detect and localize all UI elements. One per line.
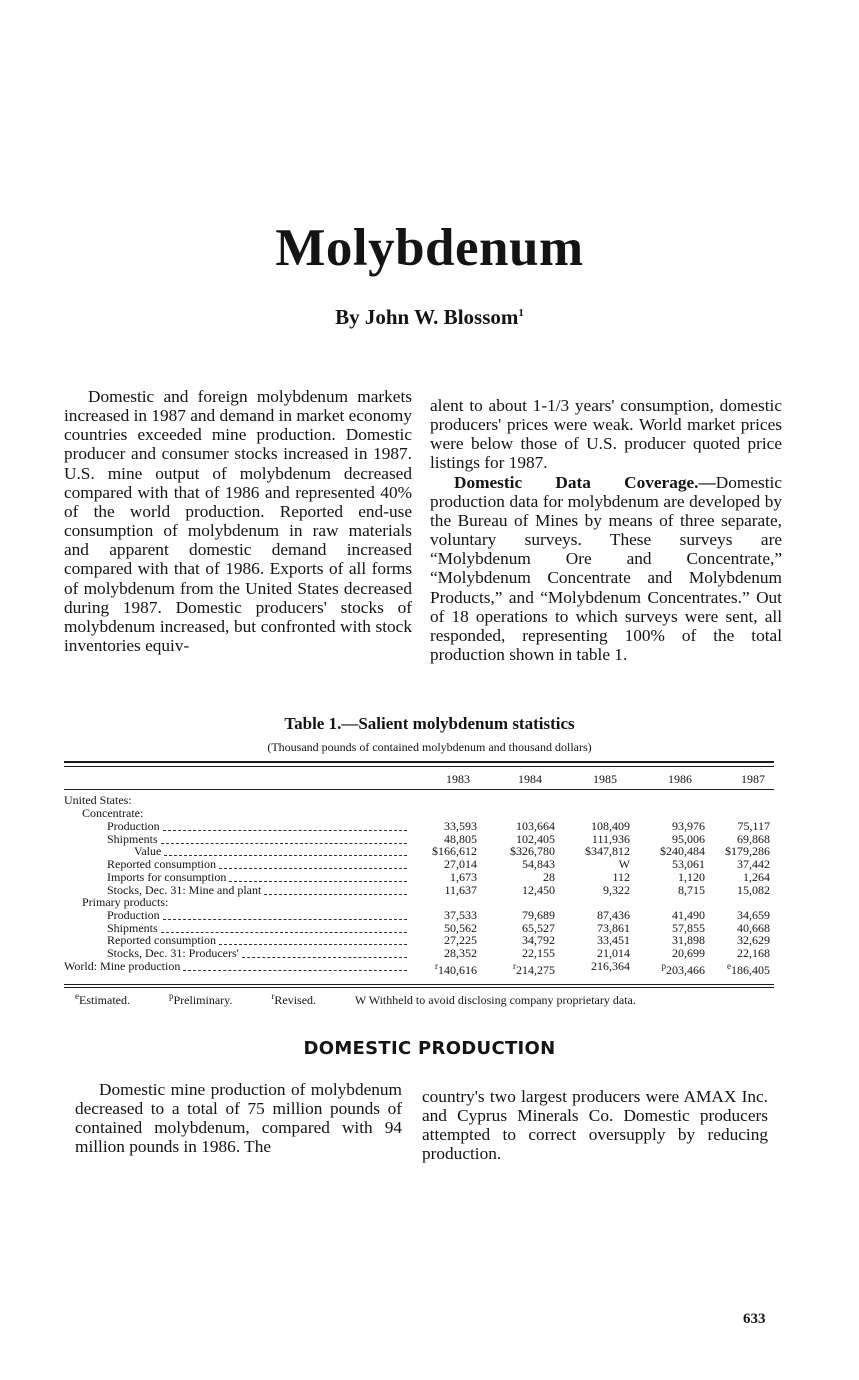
author-byline bbox=[0, 305, 859, 330]
article-title: Molybdenum bbox=[275, 219, 584, 277]
row-label: Stocks, Dec. 31: Mine and plant bbox=[107, 883, 262, 897]
table-cell: 53,061 bbox=[672, 857, 705, 871]
table-cell: 69,868 bbox=[737, 832, 770, 846]
table-bottom-rule bbox=[64, 984, 774, 985]
table-cell: 8,715 bbox=[678, 883, 705, 897]
year-header: 1983 bbox=[446, 772, 470, 786]
table-cell: 9,322 bbox=[603, 883, 630, 897]
table-cell: 40,668 bbox=[737, 921, 770, 935]
table-cell: 79,689 bbox=[522, 908, 555, 922]
table-top-rule-thin bbox=[64, 766, 774, 767]
table-cell: $^r$214,275 bbox=[513, 961, 555, 977]
leader-dots bbox=[164, 855, 407, 856]
footnote-preliminary: $^p$Preliminary. bbox=[169, 991, 233, 1007]
leader-dots bbox=[219, 868, 407, 869]
table-cell: 37,442 bbox=[737, 857, 770, 871]
group-label-concentrate: Concentrate: bbox=[82, 806, 144, 820]
table-cell: 111,936 bbox=[591, 832, 630, 846]
table-cell: 28 bbox=[543, 870, 555, 884]
leader-dots bbox=[163, 919, 407, 920]
table-cell: 33,593 bbox=[444, 819, 477, 833]
section-heading: DOMESTIC PRODUCTION bbox=[303, 1038, 556, 1059]
leader-dots bbox=[219, 944, 407, 945]
row-label: Reported consumption bbox=[107, 857, 216, 871]
table-title: Table 1.—Salient molybdenum statistics bbox=[284, 714, 575, 733]
table-cell: 103,664 bbox=[516, 819, 555, 833]
table-cell: 50,562 bbox=[444, 921, 477, 935]
table-header-rule bbox=[64, 789, 774, 790]
table-cell: 65,527 bbox=[522, 921, 555, 935]
year-header: 1984 bbox=[518, 772, 542, 786]
table-cell: 12,450 bbox=[522, 883, 555, 897]
intro-left-column bbox=[64, 387, 412, 655]
intro-paragraph: Domestic and foreign molybdenum markets increased in 1987 and demand in market economy countries exceeded mine production. Domestic producer and consumer stocks increased in 1987. U.S. mine output of molybdenum decreased compared with that of 1986 and represented 40% of the world production. Reported end-use consumption of molybdenum in raw materials and apparent domestic demand increased compared with that of 1986. Exports of all forms of molybdenum from the United States decreased during 1987. Domestic producers' stocks of molybdenum increased, but confronted with stock inventories equiv- bbox=[64, 387, 412, 656]
table-cell: 57,855 bbox=[672, 921, 705, 935]
coverage-heading: Domestic Data Coverage.— bbox=[454, 472, 716, 492]
table-cell: 1,120 bbox=[678, 870, 705, 884]
table-cell: 15,082 bbox=[737, 883, 770, 897]
table-cell: $166,612 bbox=[432, 844, 477, 858]
table-cell: $^e$186,405 bbox=[727, 961, 770, 977]
intro-continuation: alent to about 1-1/3 years' consumption, domestic producers' prices were weak. World market prices were below those of U.S. producer quoted price listings for 1987. bbox=[430, 396, 782, 473]
group-label-united-states: United States: bbox=[64, 793, 132, 807]
table-cell: 95,006 bbox=[672, 832, 705, 846]
table-cell: 1,264 bbox=[743, 870, 770, 884]
table-subtitle: (Thousand pounds of contained molybdenum and thousand dollars) bbox=[267, 740, 592, 754]
table-cell: 27,225 bbox=[444, 933, 477, 947]
footnote-withheld: W Withheld to avoid disclosing company proprietary data. bbox=[354, 993, 636, 1007]
coverage-text: Domestic production data for molybdenum are developed by the Bureau of Mines by means of three separate, voluntary surveys. These surveys are “Molybdenum Ore and Concentrate,” “Molybdenum Concentrate and Molybdenum Products,” and “Molybdenum Concentrates.” Out of 18 operations to which surveys were sent, all responded, representing 100% of the total production shown in table 1. bbox=[430, 472, 782, 665]
table-top-rule bbox=[64, 761, 774, 763]
table-cell: $347,812 bbox=[585, 844, 630, 858]
table-cell: 31,898 bbox=[672, 933, 705, 947]
author-name: By John W. Blossom bbox=[335, 305, 519, 329]
table-cell: 216,364 bbox=[591, 959, 630, 973]
row-label: Reported consumption bbox=[107, 933, 216, 947]
leader-dots bbox=[183, 970, 407, 971]
table-cell: 11,637 bbox=[444, 883, 477, 897]
table-bottom-rule-thin bbox=[64, 987, 774, 988]
year-header: 1985 bbox=[593, 772, 617, 786]
intro-right-column bbox=[430, 396, 782, 664]
table-footnotes bbox=[75, 991, 654, 1008]
year-header: 1986 bbox=[668, 772, 692, 786]
page-number: 633 bbox=[743, 1311, 766, 1327]
table-cell: 1,673 bbox=[450, 870, 477, 884]
table-cell: 41,490 bbox=[672, 908, 705, 922]
row-label: Production bbox=[107, 908, 160, 922]
footnote-estimated: $^e$Estimated. bbox=[75, 991, 130, 1007]
table-cell: 34,659 bbox=[737, 908, 770, 922]
row-label: Production bbox=[107, 819, 160, 833]
table-cell: 20,699 bbox=[672, 946, 705, 960]
row-label: Shipments bbox=[107, 832, 158, 846]
production-continuation: country's two largest producers were AMAX Inc. and Cyprus Minerals Co. Domestic producers attempted to correct oversupply by reducing production. bbox=[422, 1087, 768, 1164]
table-cell: 87,436 bbox=[597, 908, 630, 922]
table-cell: $240,484 bbox=[660, 844, 705, 858]
table-cell: $^r$140,616 bbox=[435, 961, 477, 977]
table-cell: 37,533 bbox=[444, 908, 477, 922]
table-cell: 33,451 bbox=[597, 933, 630, 947]
row-label: Value bbox=[134, 844, 162, 858]
table-cell: $326,780 bbox=[510, 844, 555, 858]
table-cell: $179,286 bbox=[725, 844, 770, 858]
table-cell: 21,014 bbox=[597, 946, 630, 960]
table-cell: 27,014 bbox=[444, 857, 477, 871]
production-left-column bbox=[75, 1080, 402, 1157]
table-cell: W bbox=[618, 857, 630, 871]
row-label: Stocks, Dec. 31: Producers' bbox=[107, 946, 239, 960]
row-label: Imports for consumption bbox=[107, 870, 227, 884]
leader-dots bbox=[161, 843, 407, 844]
table-cell: $^p$203,466 bbox=[661, 961, 705, 977]
author-footnote-mark: 1 bbox=[518, 307, 524, 319]
production-right-column bbox=[422, 1087, 768, 1164]
year-header: 1987 bbox=[741, 772, 765, 786]
table-cell: 32,629 bbox=[737, 933, 770, 947]
table-cell: 108,409 bbox=[591, 819, 630, 833]
table-cell: 73,861 bbox=[597, 921, 630, 935]
group-label-primary-products: Primary products: bbox=[82, 895, 169, 909]
row-label: World: Mine production bbox=[64, 959, 181, 973]
footnote-revised: $^r$Revised. bbox=[271, 991, 317, 1007]
leader-dots bbox=[229, 881, 407, 882]
table-cell: 22,155 bbox=[522, 946, 555, 960]
coverage-paragraph bbox=[430, 473, 782, 665]
table-cell: 54,843 bbox=[522, 857, 555, 871]
table-cell: 28,352 bbox=[444, 946, 477, 960]
leader-dots bbox=[242, 957, 407, 958]
leader-dots bbox=[163, 830, 407, 831]
row-label: Shipments bbox=[107, 921, 158, 935]
table-cell: 102,405 bbox=[516, 832, 555, 846]
table-cell: 34,792 bbox=[522, 933, 555, 947]
production-paragraph: Domestic mine production of molybdenum decreased to a total of 75 million pounds of contained molybdenum, compared with 94 million pounds in 1986. The bbox=[75, 1080, 402, 1157]
table-cell: 48,805 bbox=[444, 832, 477, 846]
table-cell: 75,117 bbox=[737, 819, 770, 833]
table-cell: 22,168 bbox=[737, 946, 770, 960]
leader-dots bbox=[264, 894, 407, 895]
table-cell: 112 bbox=[612, 870, 630, 884]
table-cell: 93,976 bbox=[672, 819, 705, 833]
